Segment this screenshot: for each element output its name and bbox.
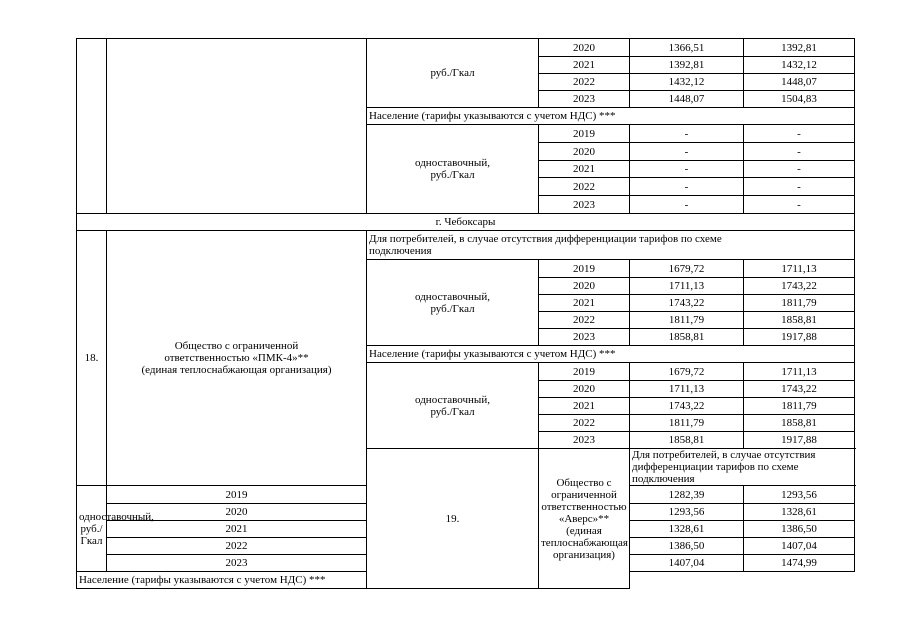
value-second-half-cell: 1432,12 [744, 57, 855, 74]
tariff-type-label: одноставочный, [415, 157, 490, 169]
table-row [77, 39, 855, 57]
year-cell: 2021 [107, 521, 367, 538]
tariff-unit-label: руб./Гкал [80, 522, 103, 547]
value-first-half-cell: 1366,51 [630, 39, 744, 57]
population-header: Население (тарифы указываются с учетом НДС) *** [77, 572, 630, 589]
value-second-half-cell: 1407,04 [744, 538, 855, 555]
value-second-half-cell: - [744, 143, 855, 161]
value-second-half-cell: 1392,81 [744, 39, 855, 57]
year-cell: 2019 [539, 363, 630, 381]
value-first-half-cell: 1282,39 [630, 486, 744, 504]
value-first-half-cell: 1407,04 [630, 555, 744, 572]
consumers-header-line: Для потребителей, в случае отсутствия дифференциации тарифов по схеме [369, 233, 722, 245]
tariff-type-label: одноставочный, [415, 290, 490, 303]
value-first-half-cell: 1711,13 [630, 381, 744, 398]
consumers-header-line: подключения [632, 473, 695, 485]
value-first-half-cell: - [630, 125, 744, 143]
value-second-half-cell: - [744, 178, 855, 196]
city-header: г. Чебоксары [77, 214, 855, 231]
row-number-cell [77, 39, 107, 214]
year-cell: 2022 [539, 312, 630, 329]
organization-cell [107, 39, 367, 214]
year-cell: 2021 [539, 161, 630, 178]
value-second-half-cell: - [744, 161, 855, 178]
value-second-half-cell: 1858,81 [744, 312, 855, 329]
value-first-half-cell: 1386,50 [630, 538, 744, 555]
value-first-half-cell: 1858,81 [630, 432, 744, 449]
value-first-half-cell: 1432,12 [630, 74, 744, 91]
value-second-half-cell: 1386,50 [744, 521, 855, 538]
value-first-half-cell: 1679,72 [630, 260, 744, 278]
value-first-half-cell: 1293,56 [630, 504, 744, 521]
value-second-half-cell: 1743,22 [744, 278, 855, 295]
value-second-half-cell: 1743,22 [744, 381, 855, 398]
year-cell: 2023 [539, 329, 630, 346]
value-first-half-cell: 1858,81 [630, 329, 744, 346]
year-cell: 2022 [107, 538, 367, 555]
consumers-header-line: Для потребителей, в случае отсутствия дифференциации тарифов по схеме [632, 449, 816, 473]
year-cell: 2022 [539, 74, 630, 91]
value-first-half-cell: 1392,81 [630, 57, 744, 74]
value-first-half-cell: 1743,22 [630, 398, 744, 415]
tariff-type-cell [367, 363, 539, 449]
value-second-half-cell: 1711,13 [744, 363, 855, 381]
year-cell: 2021 [539, 295, 630, 312]
value-first-half-cell: 1328,61 [630, 521, 744, 538]
year-cell: 2021 [539, 57, 630, 74]
table-row [77, 231, 855, 260]
organization-name-line: ответственностью «ПМК-4»** [164, 352, 309, 364]
value-first-half-cell: - [630, 196, 744, 214]
value-first-half-cell: 1743,22 [630, 295, 744, 312]
tariff-type-cell [367, 260, 539, 346]
tariff-type-label: одноставочный, [415, 393, 490, 406]
value-first-half-cell: - [630, 143, 744, 161]
tariff-type-cell [367, 125, 539, 214]
table-row [77, 214, 855, 231]
value-second-half-cell: 1811,79 [744, 398, 855, 415]
value-second-half-cell: 1711,13 [744, 260, 855, 278]
year-cell: 2023 [539, 432, 630, 449]
organization-status: (единая теплоснабжающая организация) [141, 364, 332, 376]
row-number-cell: 19. [367, 449, 539, 589]
year-cell: 2019 [539, 125, 630, 143]
value-second-half-cell: 1811,79 [744, 295, 855, 312]
value-first-half-cell: - [630, 161, 744, 178]
value-second-half-cell: 1917,88 [744, 329, 855, 346]
organization-status: (единая теплоснабжающая организация) [541, 524, 628, 561]
tariff-unit-label: руб./Гкал [430, 302, 475, 315]
year-cell: 2020 [539, 278, 630, 295]
table-row [77, 572, 855, 589]
population-header: Население (тарифы указываются с учетом НДС) *** [367, 108, 855, 125]
organization-name-line: Общество с ограниченной [551, 476, 617, 501]
year-cell: 2019 [107, 486, 367, 504]
consumers-header [630, 449, 855, 486]
value-second-half-cell: 1293,56 [744, 486, 855, 504]
year-cell: 2021 [539, 398, 630, 415]
value-first-half-cell: 1679,72 [630, 363, 744, 381]
value-first-half-cell: - [630, 178, 744, 196]
tariff-unit-label: руб./Гкал [430, 169, 475, 181]
year-cell: 2022 [539, 415, 630, 432]
value-first-half-cell: 1811,79 [630, 415, 744, 432]
year-cell: 2020 [539, 39, 630, 57]
value-first-half-cell: 1711,13 [630, 278, 744, 295]
value-second-half-cell: 1858,81 [744, 415, 855, 432]
organization-name-line: ответственностью «Аверс»** [541, 500, 627, 525]
consumers-header [367, 231, 855, 260]
population-header: Население (тарифы указываются с учетом НДС) *** [367, 346, 855, 363]
year-cell: 2020 [539, 143, 630, 161]
value-first-half-cell: 1811,79 [630, 312, 744, 329]
value-second-half-cell: 1328,61 [744, 504, 855, 521]
value-second-half-cell: - [744, 125, 855, 143]
consumers-header-line: подключения [369, 245, 432, 257]
year-cell: 2020 [539, 381, 630, 398]
organization-cell [539, 449, 630, 589]
year-cell: 2019 [539, 260, 630, 278]
value-second-half-cell: 1917,88 [744, 432, 855, 449]
value-second-half-cell: 1504,83 [744, 91, 855, 108]
row-number-cell: 18. [77, 231, 107, 486]
organization-name-line: Общество с ограниченной [174, 340, 299, 352]
tariff-type-cell [77, 486, 154, 572]
value-second-half-cell: 1448,07 [744, 74, 855, 91]
year-cell: 2023 [539, 91, 630, 108]
tariff-table [76, 38, 855, 589]
value-first-half-cell: 1448,07 [630, 91, 744, 108]
tariff-type-label: одноставочный, [79, 510, 154, 523]
year-cell: 2020 [107, 504, 367, 521]
year-cell: 2023 [107, 555, 367, 572]
tariff-type-cell: руб./Гкал [367, 39, 539, 108]
organization-cell [107, 231, 367, 486]
value-second-half-cell: - [744, 196, 855, 214]
tariff-unit-label: руб./Гкал [430, 405, 475, 418]
year-cell: 2022 [539, 178, 630, 196]
year-cell: 2023 [539, 196, 630, 214]
value-second-half-cell: 1474,99 [744, 555, 855, 572]
